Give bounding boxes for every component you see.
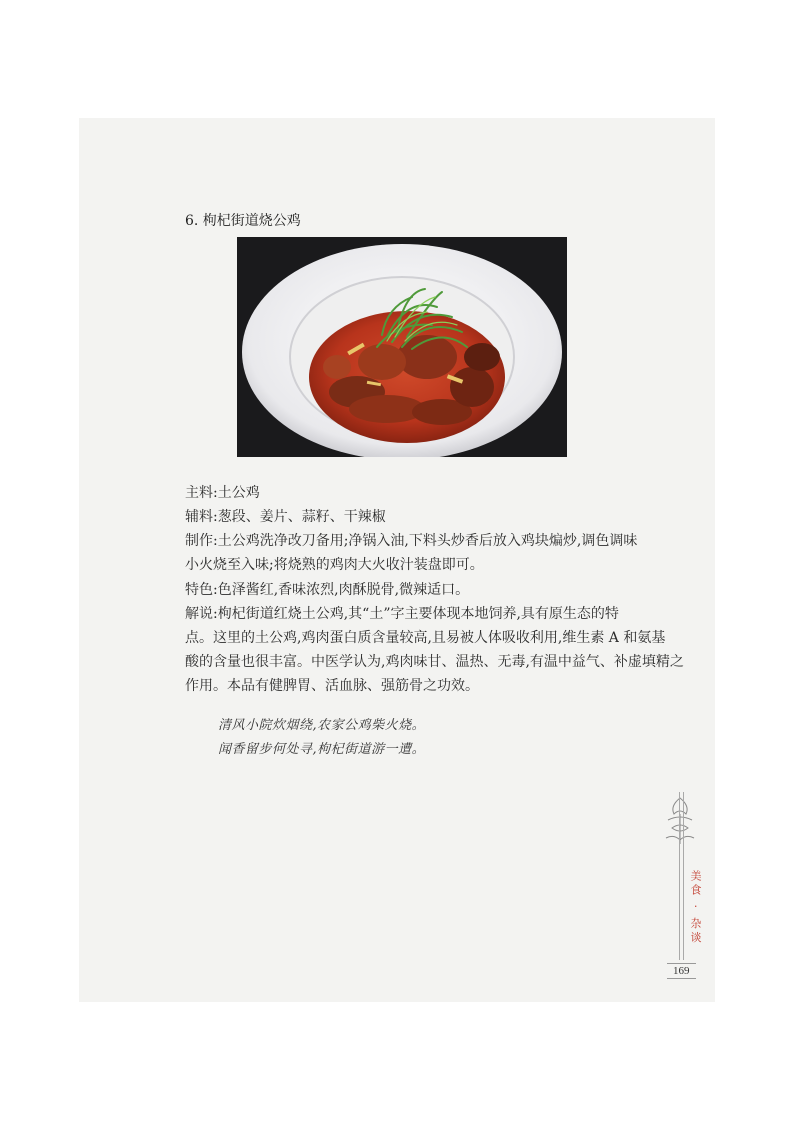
main-ingredient: 主料:土公鸡 (185, 485, 260, 501)
method-line: 制作:土公鸡洗净改刀备用;净锅入油,下料头炒香后放入鸡块煸炒,调色调味 (185, 533, 638, 549)
explain-line: 酸的含量也很丰富。中医学认为,鸡肉味甘、温热、无毒,有温中益气、补虚填精之 (185, 654, 684, 670)
side-rule (679, 792, 684, 960)
aux-ingredients: 辅料:葱段、姜片、蒜籽、干辣椒 (185, 509, 386, 525)
method-paragraph (185, 529, 673, 577)
explain-line: 点。这里的土公鸡,鸡肉蛋白质含量较高,且易被人体吸收利用,维生素 A 和氨基 (185, 630, 666, 646)
poem (218, 714, 478, 762)
section-label: 美食 · 杂谈 (689, 870, 702, 946)
poem-line: 清风小院炊烟绕,农家公鸡柴火烧。 (218, 718, 426, 733)
page-number: 169 (667, 963, 696, 979)
dish-title: 6. 枸杞街道烧公鸡 (185, 213, 301, 229)
recipe-section (185, 481, 673, 505)
poem-line: 闻香留步何处寻,枸杞街道游一遭。 (218, 742, 426, 757)
explain-paragraph (185, 602, 684, 698)
explain-line: 作用。本品有健脾胃、活血脉、强筋骨之功效。 (185, 678, 479, 694)
explain-line: 解说:枸杞街道红烧土公鸡,其“土”字主要体现本地饲养,具有原生态的特 (185, 606, 619, 622)
method-line: 小火烧至入味;将烧熟的鸡肉大火收汁装盘即可。 (185, 557, 484, 573)
feature-text: 特色:色泽酱红,香味浓烈,肉酥脱骨,微辣适口。 (185, 582, 470, 598)
dish-photo (237, 237, 567, 457)
